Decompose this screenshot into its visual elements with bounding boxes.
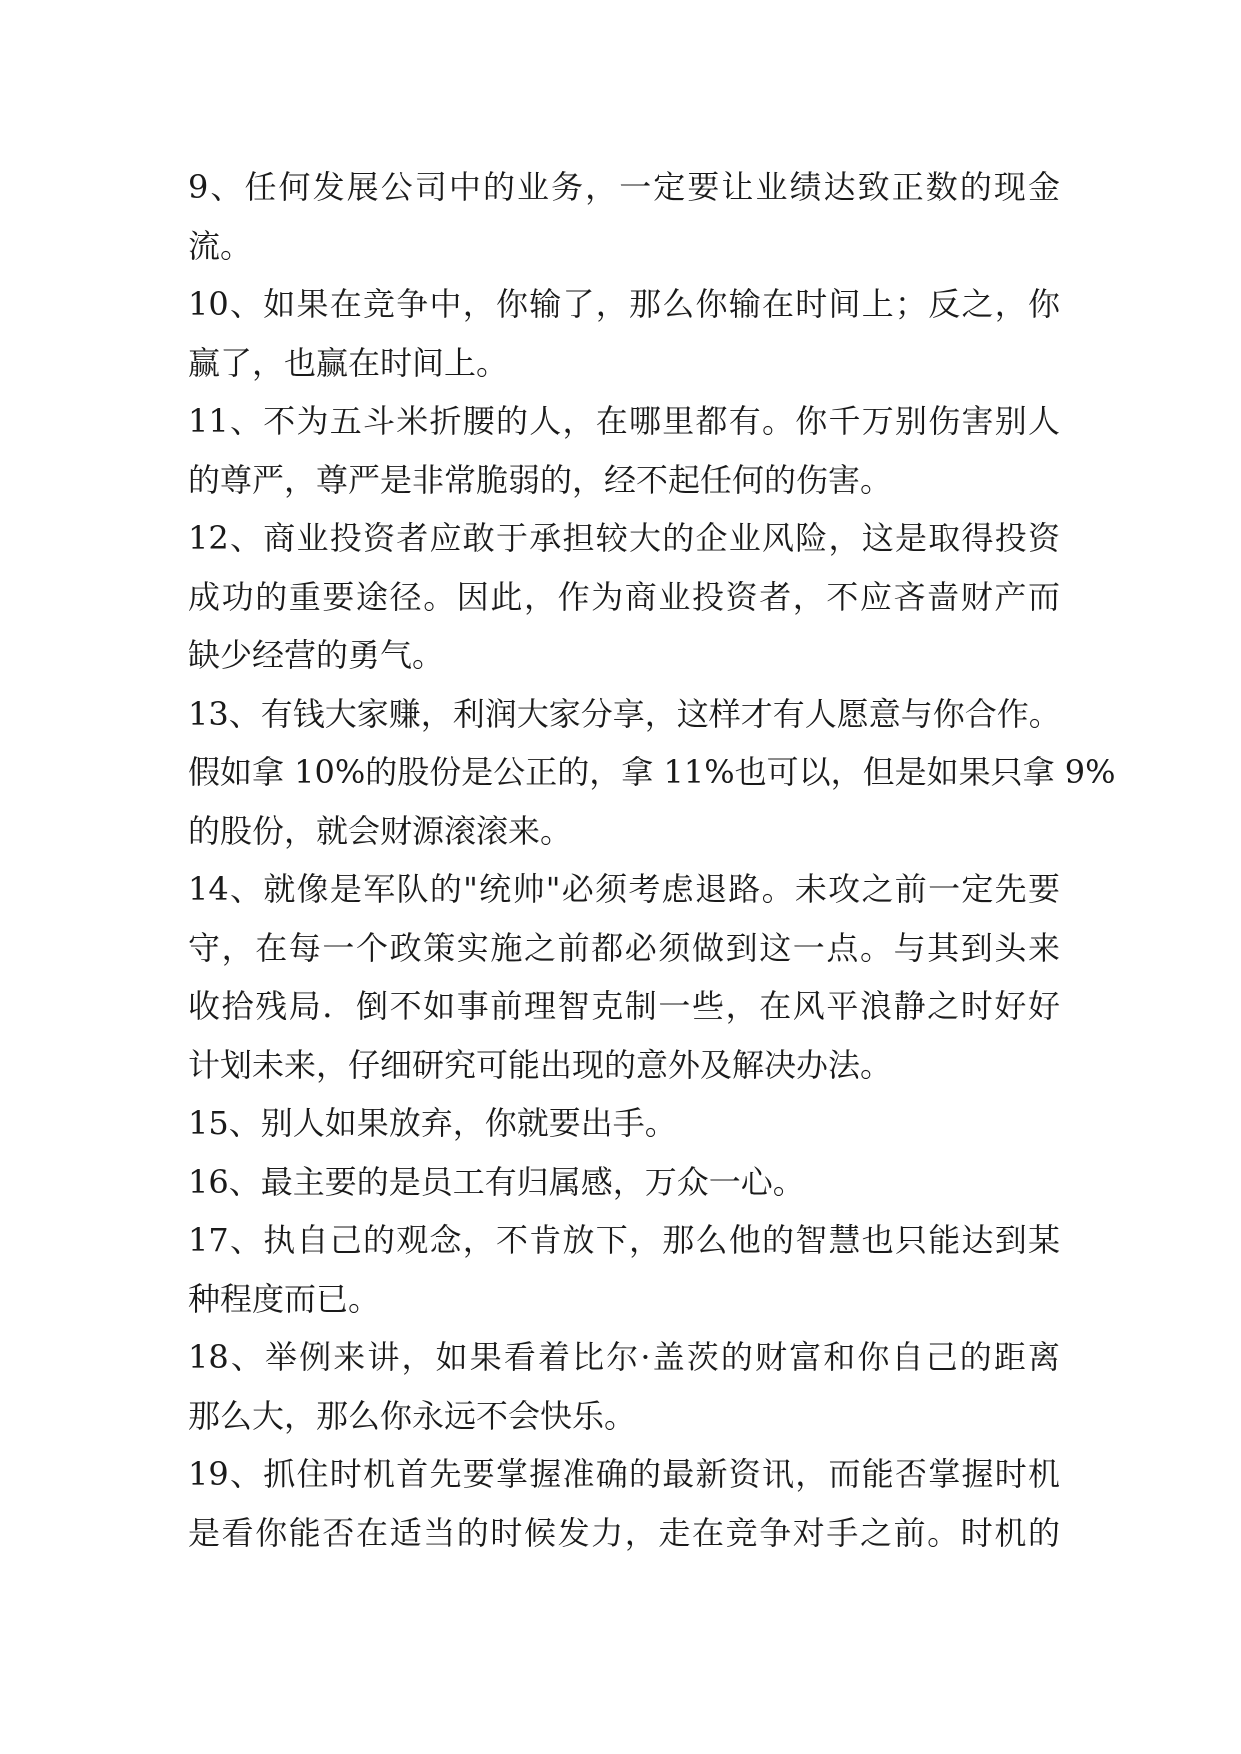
text-line: 种程度而已。 [188, 1279, 381, 1318]
text-line: 19、抓住时机首先要掌握准确的最新资讯，而能否掌握时机 [188, 1455, 1060, 1493]
text-line: 假如拿 10%的股份是公正的，拿 11%也可以，但是如果只拿 9% [188, 753, 1116, 791]
text-line: 9、任何发展公司中的业务，一定要让业绩达致正数的现金 [188, 168, 1060, 206]
text-line: 17、执自己的观念，不肯放下，那么他的智慧也只能达到某 [188, 1221, 1060, 1259]
document-body [188, 158, 1116, 1562]
text-line: 赢了，也赢在时间上。 [188, 343, 509, 382]
text-line: 缺少经营的勇气。 [188, 636, 445, 674]
text-line: 14、就像是军队的"统帅"必须考虑退路。未攻之前一定先要 [188, 870, 1060, 908]
text-line: 计划未来，仔细研究可能出现的意外及解决办法。 [188, 1045, 893, 1084]
text-line: 收拾残局．倒不如事前理智克制一些，在风平浪静之时好好 [188, 987, 1060, 1025]
text-line: 是看你能否在适当的时候发力，走在竞争对手之前。时机的 [188, 1513, 1060, 1552]
text-line: 流。 [188, 226, 253, 265]
text-line: 守，在每一个政策实施之前都必须做到这一点。与其到头来 [188, 928, 1060, 967]
text-line: 13、有钱大家赚，利润大家分享，这样才有人愿意与你合作。 [188, 694, 1061, 733]
text-line: 12、商业投资者应敢于承担较大的企业风险，这是取得投资 [188, 519, 1060, 557]
text-line: 那么大，那么你永远不会快乐。 [188, 1396, 637, 1435]
text-line: 15、别人如果放弃，你就要出手。 [188, 1104, 677, 1142]
text-line: 10、如果在竞争中，你输了，那么你输在时间上；反之，你 [188, 285, 1060, 323]
text-line: 16、最主要的是员工有归属感，万众一心。 [188, 1162, 805, 1201]
text-line: 的股份，就会财源滚滚来。 [188, 811, 573, 850]
text-line: 成功的重要途径。因此，作为商业投资者，不应吝啬财产而 [188, 577, 1060, 616]
text-line: 的尊严，尊严是非常脆弱的，经不起任何的伤害。 [188, 460, 893, 499]
text-line: 18、举例来讲，如果看着比尔·盖茨的财富和你自己的距离 [188, 1338, 1060, 1376]
text-line: 11、不为五斗米折腰的人，在哪里都有。你千万别伤害别人 [188, 402, 1060, 440]
